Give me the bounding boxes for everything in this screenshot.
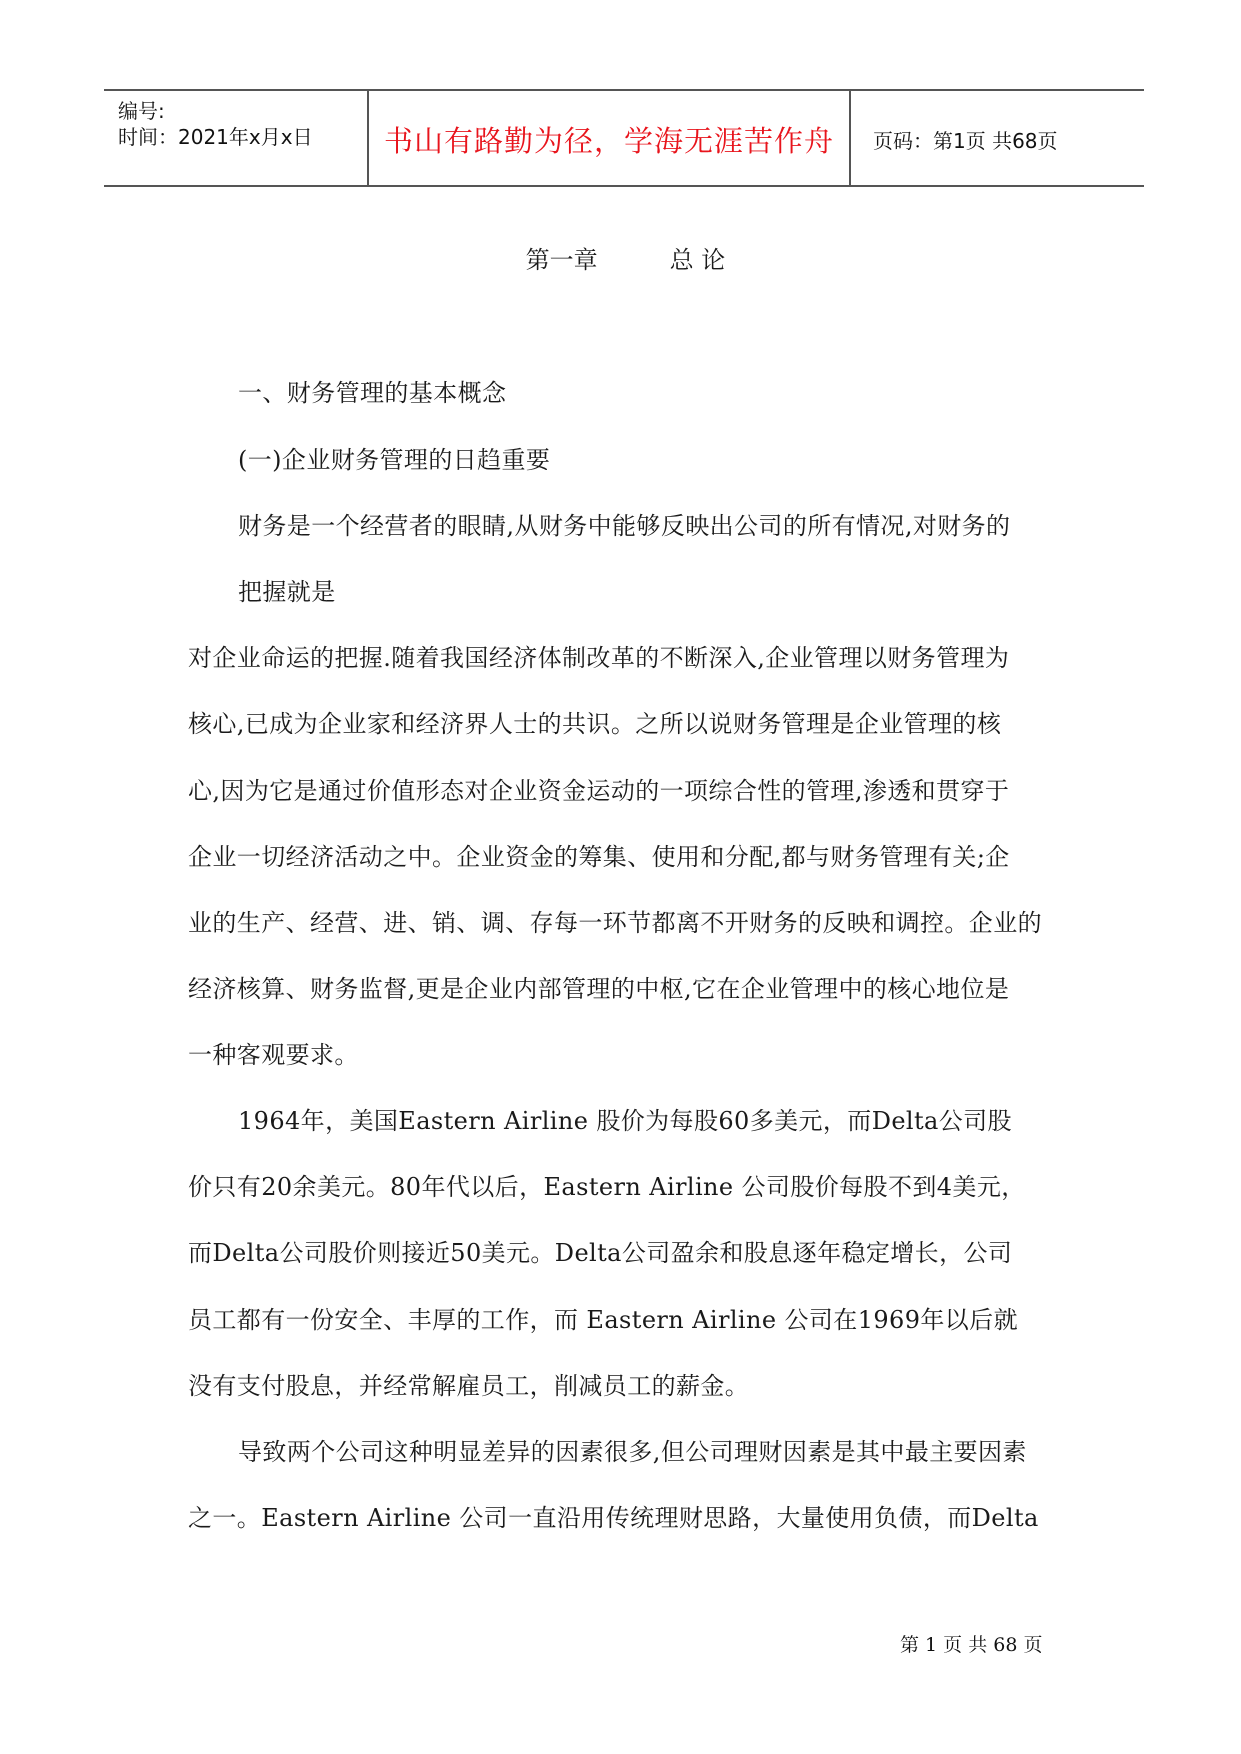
paragraph-line: 对企业命运的把握.随着我国经济体制改革的不断深入,企业管理以财务管理为 (188, 644, 1010, 672)
serial-label: 编号: (118, 99, 165, 123)
paragraph-line: 一种客观要求。 (188, 1041, 359, 1069)
paragraph-line: 核心,已成为企业家和经济界人士的共识。之所以说财务管理是企业管理的核 (188, 710, 1002, 738)
subsection-heading: (一)企业财务管理的日趋重要 (238, 446, 551, 474)
paragraph-line: 业的生产、经营、进、销、调、存每一环节都离不开财务的反映和调控。企业的 (188, 909, 1042, 937)
paragraph-line: 员工都有一份安全、丰厚的工作，而 Eastern Airline 公司在1969年以后就 (188, 1306, 1018, 1334)
paragraph-line: 1964年，美国Eastern Airline 股价为每股60多美元，而Delta公司股 (238, 1107, 1012, 1135)
header-page-info: 页码：第1页 共68页 (873, 129, 1058, 153)
chapter-heading (0, 240, 1241, 275)
header-motto: 书山有路勤为径，学海无涯苦作舟 (383, 124, 834, 158)
page-header (104, 89, 1144, 187)
section-heading: 一、财务管理的基本概念 (238, 379, 507, 407)
paragraph-line: 而Delta公司股价则接近50美元。Delta公司盈余和股息逐年稳定增长，公司 (188, 1239, 1013, 1267)
paragraph-line: 价只有20余美元。80年代以后，Eastern Airline 公司股价每股不到4美元， (188, 1173, 1026, 1201)
paragraph-line: 财务是一个经营者的眼睛,从财务中能够反映出公司的所有情况,对财务的 (238, 512, 1011, 540)
header-info-cell (104, 91, 369, 185)
header-motto-cell (369, 91, 851, 185)
paragraph-line: 导致两个公司这种明显差异的因素很多,但公司理财因素是其中最主要因素 (238, 1438, 1027, 1466)
time-label: 时间：2021年x月x日 (118, 125, 313, 149)
header-page-cell (851, 91, 1144, 185)
chapter-number: 第一章 (525, 246, 598, 274)
paragraph-line: 把握就是 (238, 578, 336, 606)
chapter-title: 总 论 (669, 246, 726, 274)
paragraph-line: 企业一切经济活动之中。企业资金的筹集、使用和分配,都与财务管理有关;企 (188, 843, 1010, 871)
page-footer: 第 1 页 共 68 页 (900, 1634, 1043, 1656)
paragraph-line: 心,因为它是通过价值形态对企业资金运动的一项综合性的管理,渗透和贯穿于 (188, 777, 1010, 805)
paragraph-line: 经济核算、财务监督,更是企业内部管理的中枢,它在企业管理中的核心地位是 (188, 975, 1010, 1003)
paragraph-line: 没有支付股息，并经常解雇员工，削减员工的薪金。 (188, 1372, 750, 1400)
paragraph-line: 之一。Eastern Airline 公司一直沿用传统理财思路，大量使用负债，而Delta (188, 1504, 1039, 1532)
